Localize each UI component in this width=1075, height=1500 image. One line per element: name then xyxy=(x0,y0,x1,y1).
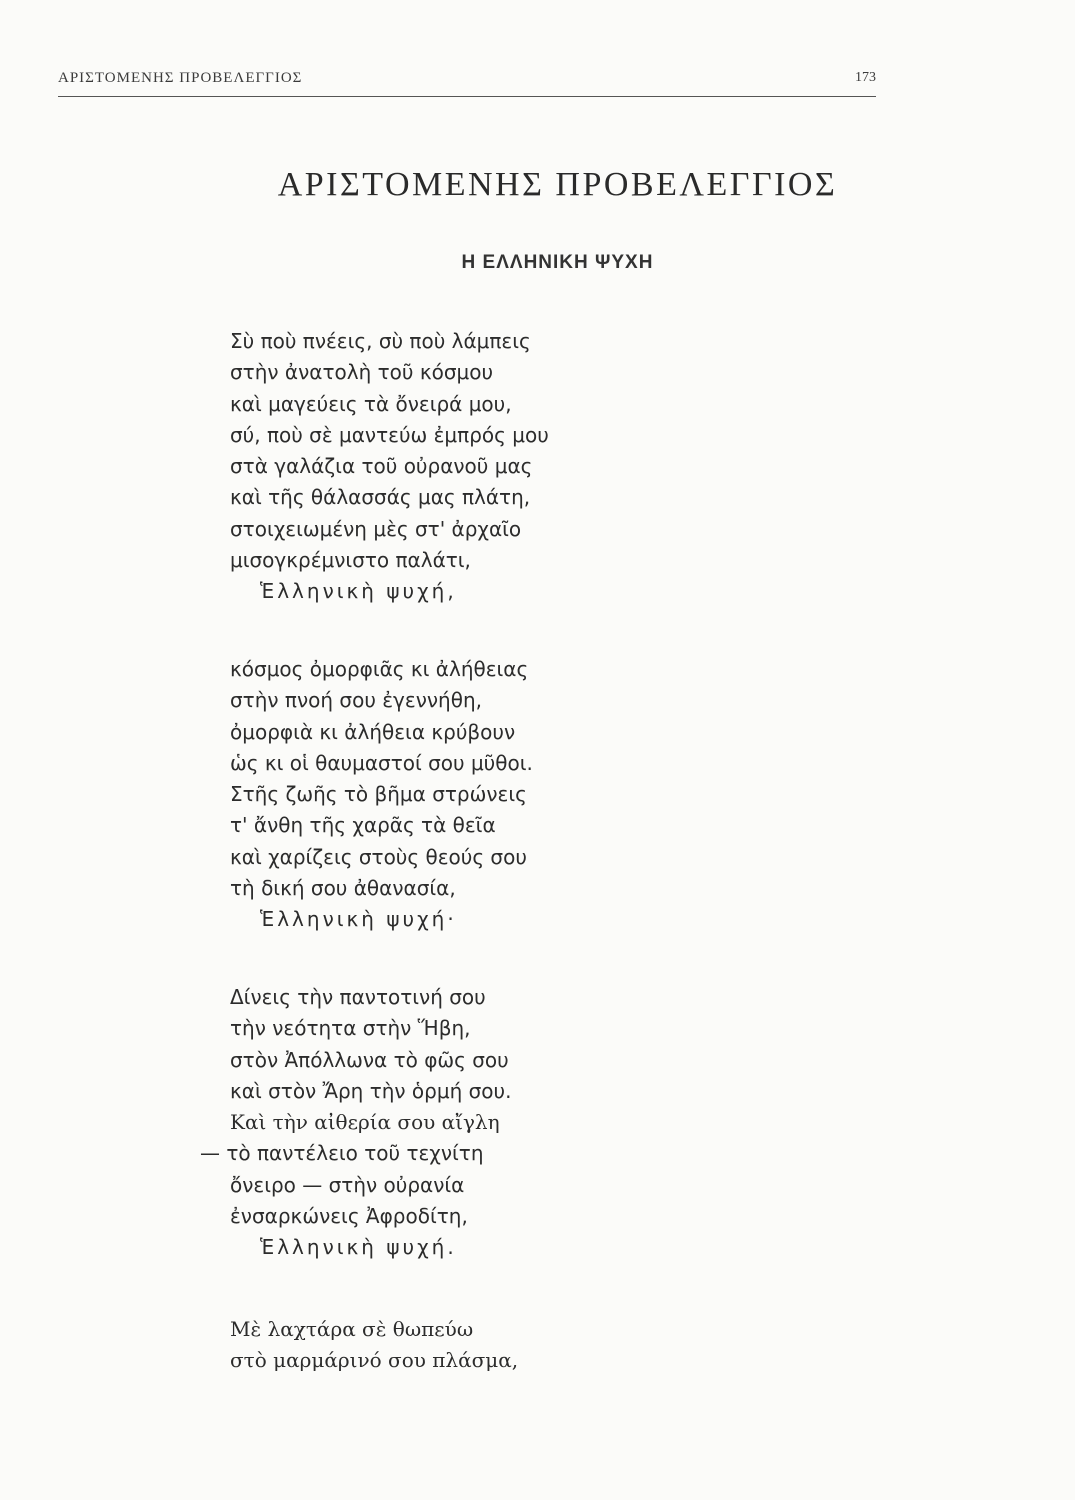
poem-line: καὶ χαρίζεις στοὺς θεούς σου xyxy=(230,844,527,869)
author-heading: ΑΡΙΣΤΟΜΕΝΗΣ ΠΡΟΒΕΛΕΓΓΙΟΣ xyxy=(277,166,838,203)
running-head: ΑΡΙΣΤΟΜΕΝΗΣ ΠΡΟΒΕΛΕΓΓΙΟΣ xyxy=(58,70,303,86)
poem-line: καὶ μαγεύεις τὰ ὄνειρά μου, xyxy=(230,391,512,416)
poem-line: Μὲ λαχτάρα σὲ θωπεύω xyxy=(230,1317,474,1341)
poem-line: στὰ γαλάζια τοῦ οὐρανοῦ μας xyxy=(230,454,533,479)
stanza-4 xyxy=(230,1314,518,1377)
header-rule xyxy=(58,96,876,97)
stanza-1 xyxy=(230,326,549,608)
poem-line: ὀμορφιὰ κι ἀλήθεια κρύβουν xyxy=(230,719,516,744)
refrain-line: Ἑλληνικὴ ψυχή. xyxy=(260,1235,457,1260)
poem-line: κόσμος ὀμορφιᾶς κι ἀλήθειας xyxy=(230,657,529,681)
poem-line: στοιχειωμένη μὲς στ' ἀρχαῖο xyxy=(230,516,522,541)
poem-line: στὸν Ἀπόλλωνα τὸ φῶς σου xyxy=(230,1047,509,1072)
poem-line: τὴ δική σου ἀθανασία, xyxy=(230,876,456,901)
page-number: 173 xyxy=(855,70,876,85)
poem-line: τ' ἄνθη τῆς χαρᾶς τὰ θεῖα xyxy=(230,813,496,838)
poem-line: Σὺ ποὺ πνέεις, σὺ ποὺ λάμπεις xyxy=(230,329,531,353)
refrain-line: Ἑλληνικὴ ψυχή· xyxy=(260,907,457,932)
poem-line: μισογκρέμνιστο παλάτι, xyxy=(230,548,471,573)
poem-line: ὄνειρο — στὴν οὐρανία xyxy=(230,1172,465,1197)
poem-line: ὡς κι οἱ θαυμαστοί σου μῦθοι. xyxy=(230,750,533,775)
stanza-2 xyxy=(230,654,533,936)
poem-line: στὴν ἀνατολὴ τοῦ κόσμου xyxy=(230,360,494,385)
poem-line: Δίνεις τὴν παντοτινή σου xyxy=(230,985,486,1009)
poem-line: τὴν νεότητα στὴν Ἥβη, xyxy=(230,1016,471,1041)
refrain-line: Ἑλληνικὴ ψυχή, xyxy=(260,579,457,604)
poem-line: σύ, ποὺ σὲ μαντεύω ἐμπρός μου xyxy=(230,422,549,447)
poem-line: καὶ στὸν Ἄρη τὴν ὁρμή σου. xyxy=(230,1078,512,1103)
poem-line: ἐνσαρκώνεις Ἀφροδίτη, xyxy=(230,1204,468,1229)
poem-line: καὶ τῆς θάλασσάς μας πλάτη, xyxy=(230,485,531,510)
poem-line: στὸ μαρμάρινό σου πλάσμα, xyxy=(230,1348,519,1373)
poem-title: Η ΕΛΛΗΝΙΚΗ ΨΥΧΗ xyxy=(461,252,654,273)
page-header xyxy=(58,70,876,96)
stanza-3 xyxy=(200,982,512,1264)
poem-line: στὴν πνοή σου ἐγεννήθη, xyxy=(230,688,482,713)
poem-line: Στῆς ζωῆς τὸ βῆμα στρώνεις xyxy=(230,782,527,807)
poem-line: Καὶ τὴν αἰθερία σου αἴγλη xyxy=(230,1110,500,1135)
poem-line: — τὸ παντέλειο τοῦ τεχνίτη xyxy=(200,1141,484,1166)
